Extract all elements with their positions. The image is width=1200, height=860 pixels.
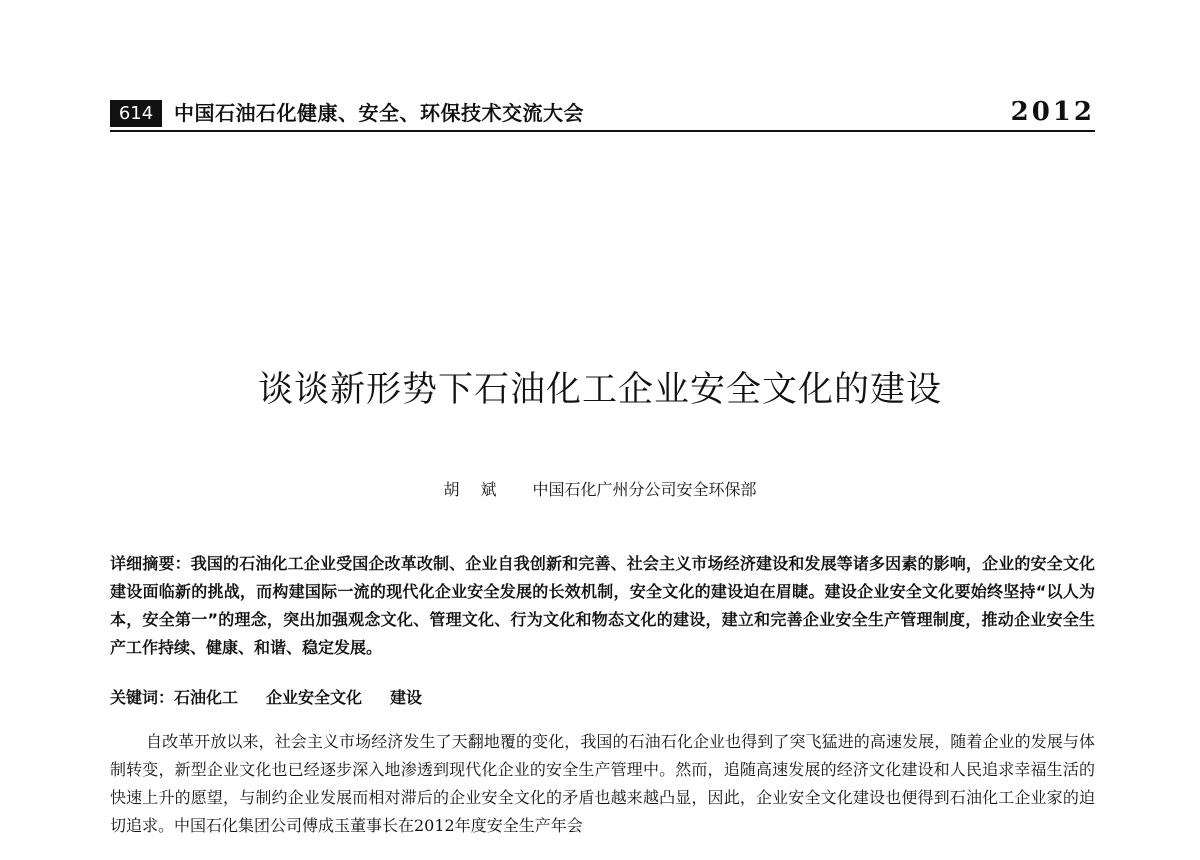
keywords-label: 关键词：: [110, 688, 175, 707]
byline: [0, 478, 1200, 502]
keywords: [110, 684, 1095, 712]
journal-year: 2012: [1010, 97, 1095, 127]
abstract: [110, 550, 1095, 662]
header-rule: [110, 130, 1095, 132]
journal-title: 中国石油石化健康、安全、环保技术交流大会: [174, 101, 584, 125]
article-title: 谈谈新形势下石油化工企业安全文化的建设: [257, 370, 942, 410]
abstract-text: 我国的石油化工企业受国企改革改制、企业自我创新和完善、社会主义市场经济建设和发展等诸多因素的影响，企业的安全文化建设面临新的挑战，而构建国际一流的现代化企业安全发展的长效机制，安全文化的建设迫在眉睫。建设企业安全文化要始终坚持“以人为本，安全第一”的理念，突出加强观念文化、管理文化、行为文化和物态文化的建设，建立和完善企业安全生产管理制度，推动企业安全生产工作持续、健康、和谐、稳定发展。: [110, 554, 1095, 657]
page-number: 614: [110, 100, 162, 127]
abstract-label: 详细摘要：: [110, 554, 191, 573]
keyword-item: 石油化工: [174, 688, 239, 707]
author-name: 胡 斌: [443, 480, 505, 499]
running-header: [110, 98, 1095, 130]
author-affiliation: 中国石化广州分公司安全环保部: [532, 480, 757, 499]
body-paragraph: 自改革开放以来，社会主义市场经济发生了天翻地覆的变化，我国的石油石化企业也得到了突飞猛进的高速发展，随着企业的发展与体制转变，新型企业文化也已经逐步深入地渗透到现代化企业的安全生产管理中。然而，追随高速发展的经济文化建设和人民追求幸福生活的快速上升的愿望，与制约企业发展而相对滞后的企业安全文化的矛盾也越来越凸显，因此，企业安全文化建设也便得到石油化工企业家的迫切追求。中国石化集团公司傅成玉董事长在2012年度安全生产年会: [110, 732, 1095, 835]
keyword-item: 建设: [390, 688, 423, 707]
keyword-item: 企业安全文化: [266, 688, 363, 707]
